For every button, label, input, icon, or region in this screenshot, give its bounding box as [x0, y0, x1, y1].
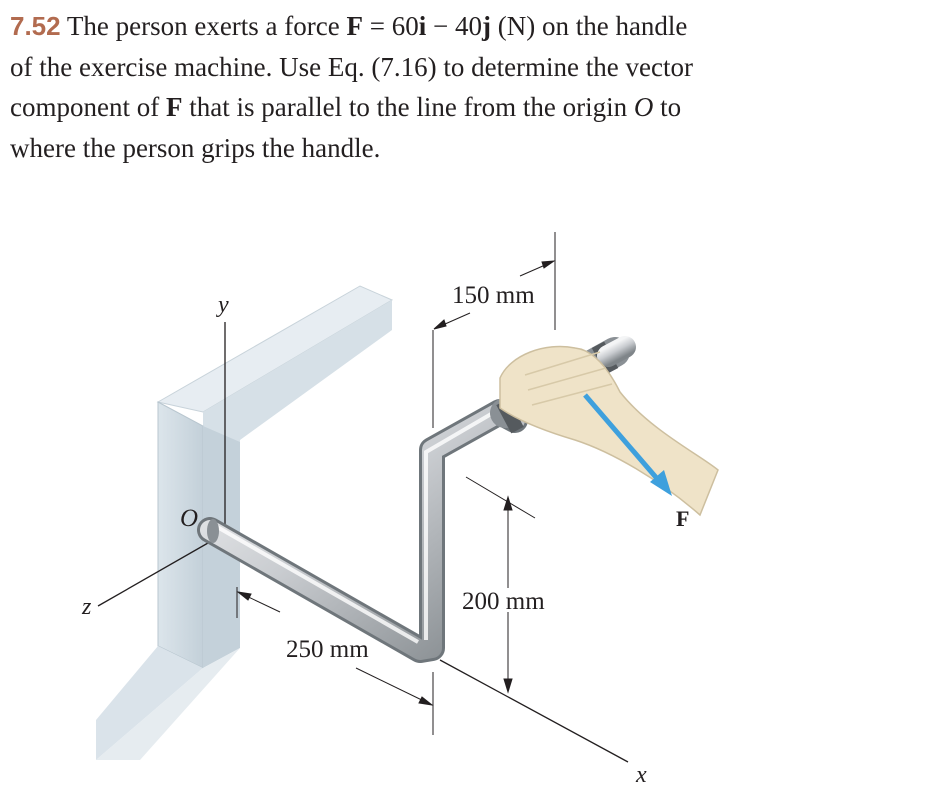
problem-text-1-end: (N) on the handle [497, 11, 688, 41]
unit-vector-i: i [418, 11, 427, 41]
problem-number: 7.52 [10, 11, 61, 41]
force-symbol-2: F [165, 92, 183, 122]
frame [96, 286, 392, 760]
force-label: F [676, 506, 690, 531]
arrowhead [542, 261, 554, 268]
dim-250-label: 250 mm [286, 636, 369, 663]
dim-200-ext-top [466, 477, 535, 518]
dim-250-arrow-right [356, 668, 430, 704]
hand [500, 347, 718, 515]
arrowhead [504, 679, 512, 692]
problem-text-1: The person exerts a force [66, 11, 340, 41]
dim-200-label: 200 mm [462, 588, 545, 615]
problem-text-3c: to [660, 92, 682, 122]
hand-shape [500, 347, 718, 515]
frame-post-front [158, 402, 203, 668]
grip-end [608, 347, 625, 356]
problem-line-2: of the exercise machine. Use Eq. (7.16) to determine the vector [10, 51, 693, 82]
force-symbol: F [346, 11, 363, 41]
origin-label: O [180, 505, 199, 532]
coef-j: 40 [454, 11, 482, 41]
problem-line-4: where the person grips the handle. [10, 132, 381, 163]
x-axis [440, 660, 628, 762]
x-axis-label: x [636, 762, 647, 788]
unit-vector-j: j [481, 11, 491, 41]
dim-150-label: 150 mm [452, 282, 535, 309]
rod-end [207, 519, 219, 543]
minus-sign: − [433, 11, 449, 41]
arrowhead [434, 320, 446, 329]
problem-text-3a: component of [10, 92, 160, 122]
origin-symbol: O [633, 92, 654, 122]
z-axis-label: z [82, 594, 92, 620]
problem-text-3b: that is parallel to the line from the origin [189, 92, 628, 122]
y-axis-label: y [218, 292, 229, 318]
arrowhead [419, 697, 432, 705]
equals-sign: = [369, 11, 385, 41]
coef-i: 60 [391, 11, 419, 41]
